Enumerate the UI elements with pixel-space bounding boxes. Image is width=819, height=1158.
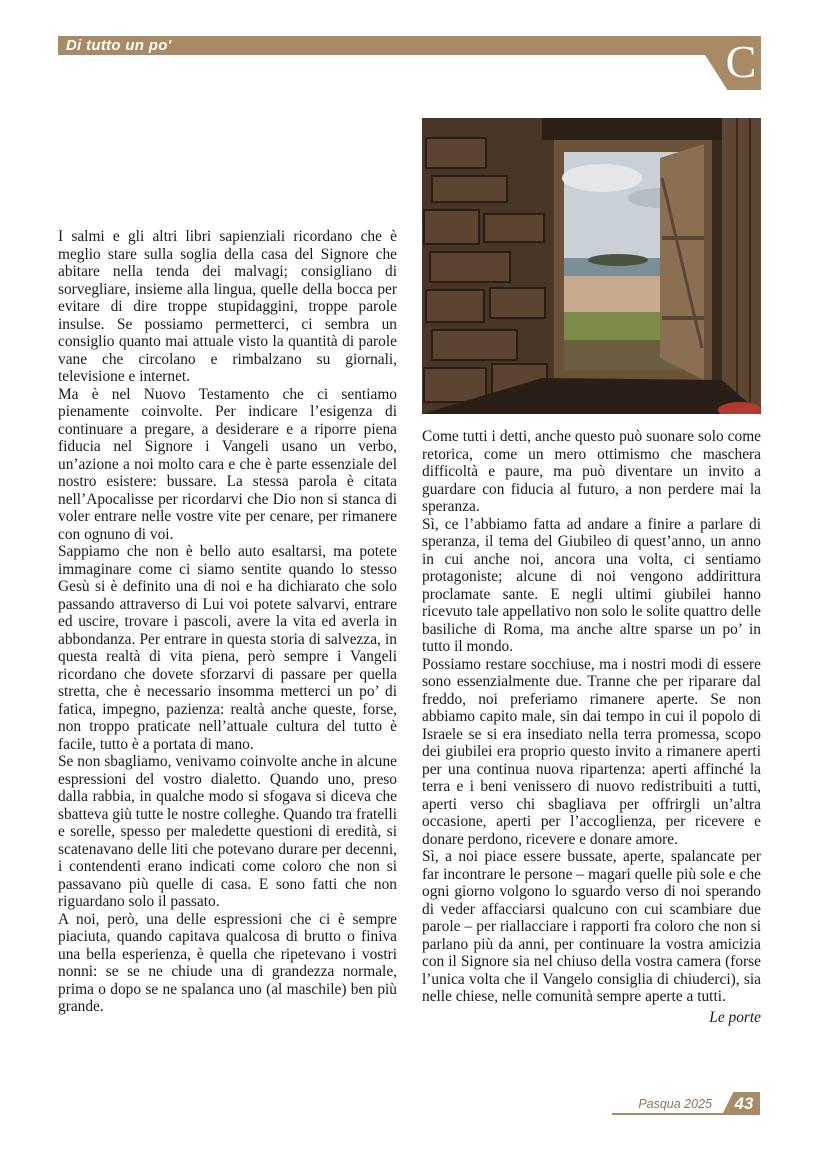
- paragraph: Possiamo restare socchiuse, ma i nostri modi di essere sono essenzialmente due. Tranne che per riparare dal freddo, noi preferiamo rimanere aperte. Se non abbiamo capito male, sin dai tempo in cui il popolo di Israele se si era insediato nella terra promessa, scopo dei giubilei era proprio questo invito a rimanere aperti per una continua nuova ripartenza: aperti affinché la terra e i beni venissero di nuovo redistribuiti a tutti, aperti verso chi sbagliava per offrirgli un’altra occasione, aperti per l’accoglienza, per ricevere e donare perdono, ricevere e donare amore.: [422, 655, 761, 848]
- paragraph: Sì, ce l’abbiamo fatta ad andare a finire a parlare di speranza, il tema del Giubileo di quest’anno, un anno in cui anche noi, ancora una volta, ci sentiamo protagoniste; alcune di noi vengono addirittura proclamate sante. E negli ultimi giubilei hanno ricevuto tale appellativo non solo le solite quattro delle basiliche di Roma, ma anche altre sparse un po’ in tutto il mondo.: [422, 515, 761, 655]
- article-signature: Le porte: [709, 1008, 761, 1026]
- article-photo: [422, 118, 761, 414]
- page-number: 43: [734, 1094, 754, 1113]
- article-column-left: [58, 228, 397, 1016]
- paragraph: Come tutti i detti, anche questo può suonare solo come retorica, come un mero ottimismo che maschera difficoltà e paure, ma può diventare un invito a guardare con fiducia al futuro, a non perdere mai la speranza.: [422, 428, 761, 515]
- footer-issue: Pasqua 2025: [638, 1097, 712, 1111]
- article-column-right: [422, 428, 761, 1026]
- paragraph: Se non sbagliamo, venivamo coinvolte anche in alcune espressioni del vostro dialetto. Quando uno, preso dalla rabbia, in qualche modo si sfogava si diceva che sbatteva giù tutte le nostre colleghe. Quando tra fratelli e sorelle, spesso per maledette questioni di eredità, si scatenavano delle liti che potevano durare per decenni, i contendenti erano indicati come coloro che non si passavano più quelle di casa. E sono fatti che non riguardano solo il passato.: [58, 753, 397, 910]
- paragraph: A noi, però, una delle espressioni che ci è sempre piaciuta, quando capitava qualcosa di brutto o finiva una bella esperienza, è quella che ripetevano i vostri nonni: se se ne chiude una di grandezza normale, prima o dopo se ne spalanca uno (al maschile) ben più grande.: [58, 910, 397, 1015]
- paragraph: Ma è nel Nuovo Testamento che ci sentiamo pienamente coinvolte. Per indicare l’esigenza di continuare a pregare, a desiderare e a riporre piena fiducia nel Signore i Vangeli usano un verbo, un’azione a noi molto cara e che è parte essenziale del nostro esistere: bussare. La stessa parola è citata nell’Apocalisse per ricordarvi che Dio non si stanca di voler entrare nelle vostre vite per cenare, per rimanere con ognuno di voi.: [58, 385, 397, 543]
- paragraph: I salmi e gli altri libri sapienziali ricordano che è meglio stare sulla soglia della casa del Signore che abitare nella tenda dei malvagi; consigliano di sorvegliare, insieme alla lingua, quelle della bocca per evitare di dire troppe stupidaggini, troppe parole insulse. Se possiamo permetterci, ci sembra un consiglio quanto mai attuale visto la quantità di parole vane che circolano e rimbalzano su giornali, televisione e internet.: [58, 228, 397, 385]
- corner-logo-glyph: C: [725, 36, 757, 87]
- paragraph: Sappiamo che non è bello auto esaltarsi, ma potete immaginare come ci siamo sentite quando lo stesso Gesù si è definito una di noi e ha dichiarato che solo passando attraverso di Lui voi potete salvarvi, entrare ed uscire, trovare i pascoli, avere la vita ed averla in abbondanza. Per entrare in questa storia di salvezza, in questa realtà di vita piena, però sempre i Vangeli ricordano che dovete sforzarvi di passare per quella stretta, che è necessario insomma metterci un po’ di fatica, impegno, pazienza: realtà anche queste, forse, non troppo praticate nell’attuale cultura del tutto è facile, tutto è a portata di mano.: [58, 543, 397, 753]
- section-title: Di tutto un po': [66, 37, 172, 54]
- open-door-illustration: [422, 118, 761, 414]
- paragraph: Sì, a noi piace essere bussate, aperte, spalancate per far incontrare le persone – magari quelle più sole e che ogni giorno volgono lo sguardo verso di noi sperando di veder affacciarsi qualcuno con cui scambiare due parole – per riallacciare i rapporti fra coloro che non si parlano più da anni, per continuare la vostra amicizia con il Signore sia nel chiuso della vostra camera (forse l’unica volta che il Vangelo consiglia di chiuderci), sia nelle chiese, nelle comunità sempre aperte a tutti.: [422, 848, 761, 1005]
